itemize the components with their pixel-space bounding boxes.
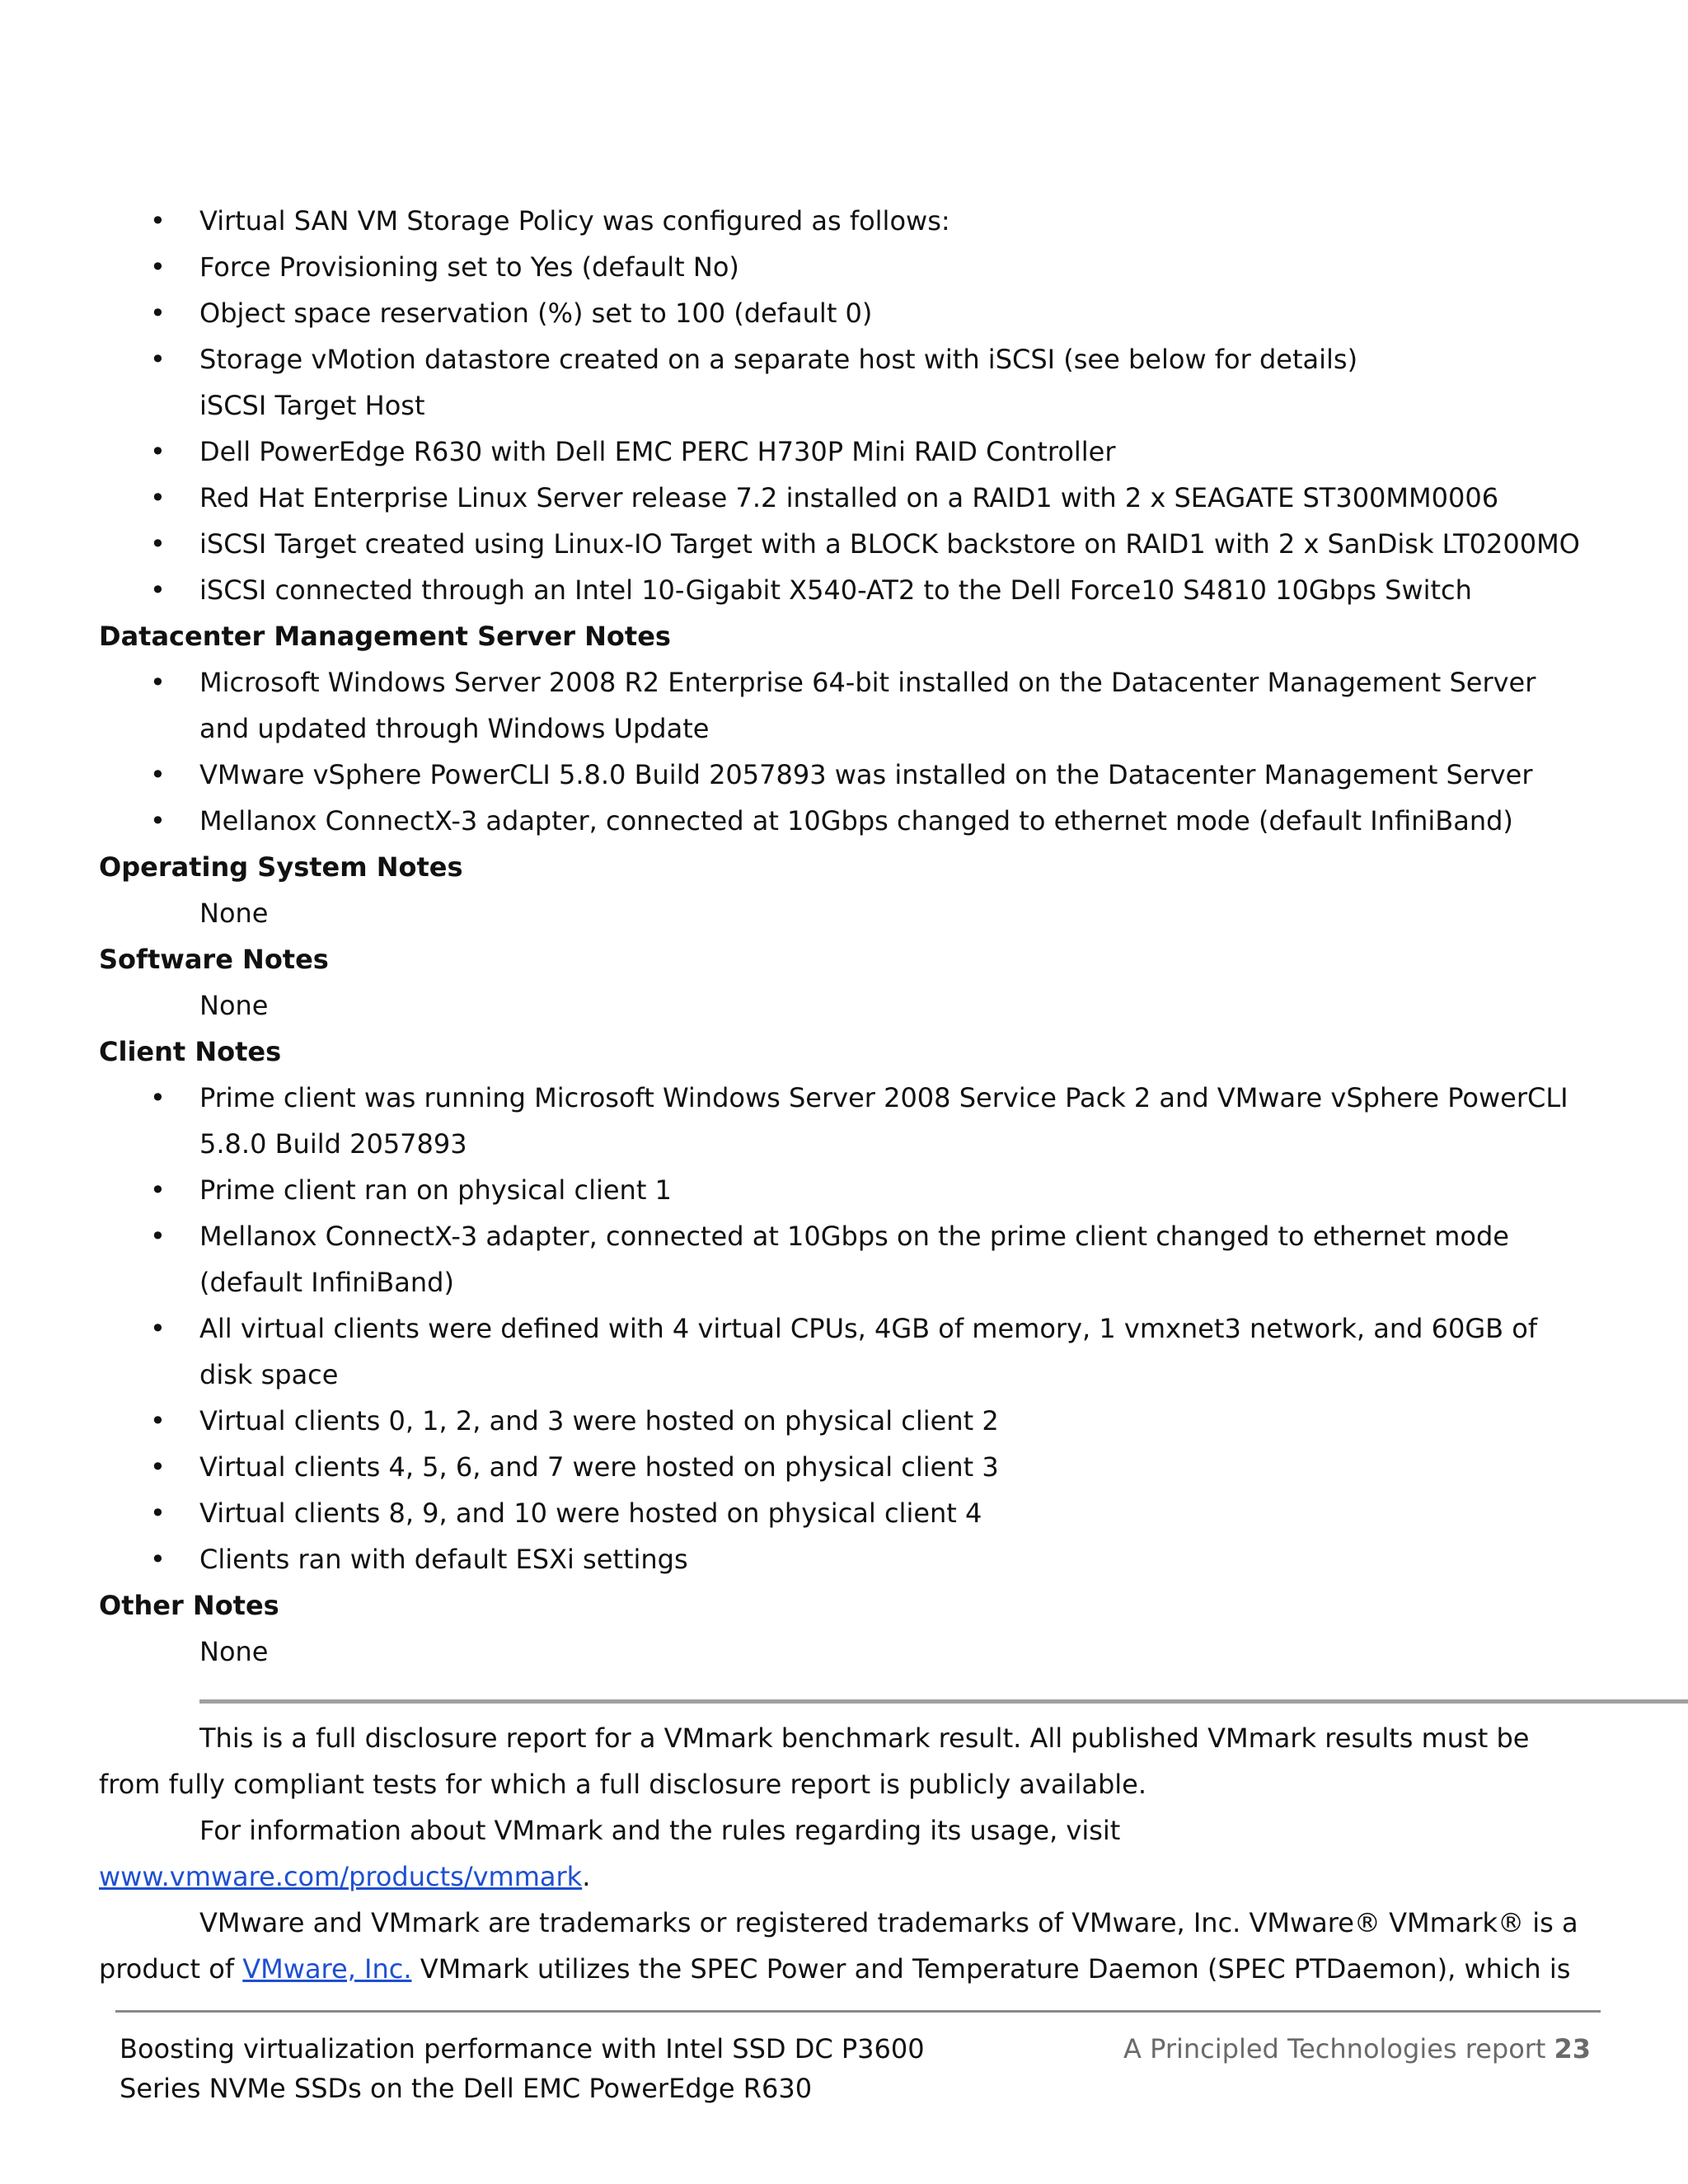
client-bullet-list — [99, 1075, 1582, 1582]
info-paragraph — [99, 1807, 1582, 1900]
list-item: • Virtual clients 0, 1, 2, and 3 were hosted on physical client 2 — [99, 1398, 1582, 1444]
list-item: • Mellanox ConnectX-3 adapter, connected at 10Gbps on the prime client changed to ethernet mode (default InfiniBand) — [99, 1213, 1582, 1305]
client-heading: Client Notes — [99, 1036, 282, 1067]
list-item: • iSCSI connected through an Intel 10-Gigabit X540-AT2 to the Dell Force10 S4810 10Gbps Switch — [99, 567, 1582, 613]
vmware-inc-link[interactable]: VMware, Inc. — [242, 1953, 412, 1985]
trademark-text-suffix: VMmark utilizes the SPEC Power and Temperature Daemon (SPEC PTDaemon), which is — [411, 1953, 1571, 1985]
list-item: • Virtual SAN VM Storage Policy was configured as follows: — [99, 198, 1582, 244]
list-item: • Object space reservation (%) set to 100 (default 0) — [99, 290, 1582, 336]
footer-title — [120, 2029, 944, 2108]
list-item: • Red Hat Enterprise Linux Server release 7.2 installed on a RAID1 with 2 x SEAGATE ST300MM0006 — [99, 475, 1582, 521]
info-text-suffix: . — [582, 1861, 591, 1892]
datacenter-heading: Datacenter Management Server Notes — [99, 621, 671, 652]
list-item: • Prime client was running Microsoft Windows Server 2008 Service Pack 2 and VMware vSphere PowerCLI 5.8.0 Build 2057893 — [99, 1075, 1582, 1167]
list-item: • Dell PowerEdge R630 with Dell EMC PERC H730P Mini RAID Controller — [99, 429, 1582, 475]
list-item: • Virtual clients 4, 5, 6, and 7 were hosted on physical client 3 — [99, 1444, 1582, 1490]
vsan-bullet-list — [99, 198, 1582, 382]
iscsi-target-host-label: iSCSI Target Host — [199, 390, 425, 421]
other-heading: Other Notes — [99, 1590, 279, 1621]
list-item: • Mellanox ConnectX-3 adapter, connected at 10Gbps changed to ethernet mode (default InfiniBand) — [99, 798, 1582, 844]
page-number: 23 — [1554, 2033, 1591, 2064]
trademark-paragraph — [99, 1900, 1582, 1992]
iscsi-bullet-list — [99, 429, 1582, 613]
list-item: • All virtual clients were defined with 4 virtual CPUs, 4GB of memory, 1 vmxnet3 network, and 60GB of disk space — [99, 1305, 1582, 1398]
list-item: • VMware vSphere PowerCLI 5.8.0 Build 2057893 was installed on the Datacenter Management Server — [99, 752, 1582, 798]
software-heading: Software Notes — [99, 944, 329, 975]
datacenter-bullet-list — [99, 659, 1582, 844]
list-item: • Virtual clients 8, 9, and 10 were hosted on physical client 4 — [99, 1490, 1582, 1536]
footer-title-line: Series NVMe SSDs on the Dell EMC PowerEdge R630 — [120, 2073, 813, 2104]
disclosure-paragraph: This is a full disclosure report for a VMmark benchmark result. All published VMmark results must be from fully compliant tests for which a full disclosure report is publicly available. — [99, 1722, 1530, 1800]
list-item: • Microsoft Windows Server 2008 R2 Enterprise 64-bit installed on the Datacenter Management Server and updated through Windows Update — [99, 659, 1582, 752]
info-text: For information about VMmark and the rules regarding its usage, visit — [199, 1815, 1121, 1846]
footer-report-label: A Principled Technologies report — [1123, 2033, 1546, 2064]
other-value: None — [199, 1636, 269, 1667]
footer-title-line: Boosting virtualization performance with Intel SSD DC P3600 — [120, 2033, 925, 2064]
os-heading: Operating System Notes — [99, 851, 463, 883]
vmmark-link[interactable]: www.vmware.com/products/vmmark — [99, 1861, 583, 1892]
footer-report-info — [1113, 2029, 1591, 2069]
section-divider — [199, 1699, 1688, 1704]
footer-divider — [115, 2010, 1601, 2013]
page-content — [99, 198, 1582, 1992]
software-value: None — [199, 990, 269, 1021]
list-item: • Force Provisioning set to Yes (default No) — [99, 244, 1582, 290]
os-value: None — [199, 898, 269, 929]
list-item: • Prime client ran on physical client 1 — [99, 1167, 1582, 1213]
list-item: • iSCSI Target created using Linux-IO Target with a BLOCK backstore on RAID1 with 2 x SanDisk LT0200MO — [99, 521, 1582, 567]
list-item: • Storage vMotion datastore created on a separate host with iSCSI (see below for details) — [99, 336, 1582, 382]
trademark-text: VMware and VMmark are trademarks or registered trademarks of VMware, Inc. VMware® VMmark® is a product of — [99, 1907, 1578, 1985]
list-item: • Clients ran with default ESXi settings — [99, 1536, 1582, 1582]
